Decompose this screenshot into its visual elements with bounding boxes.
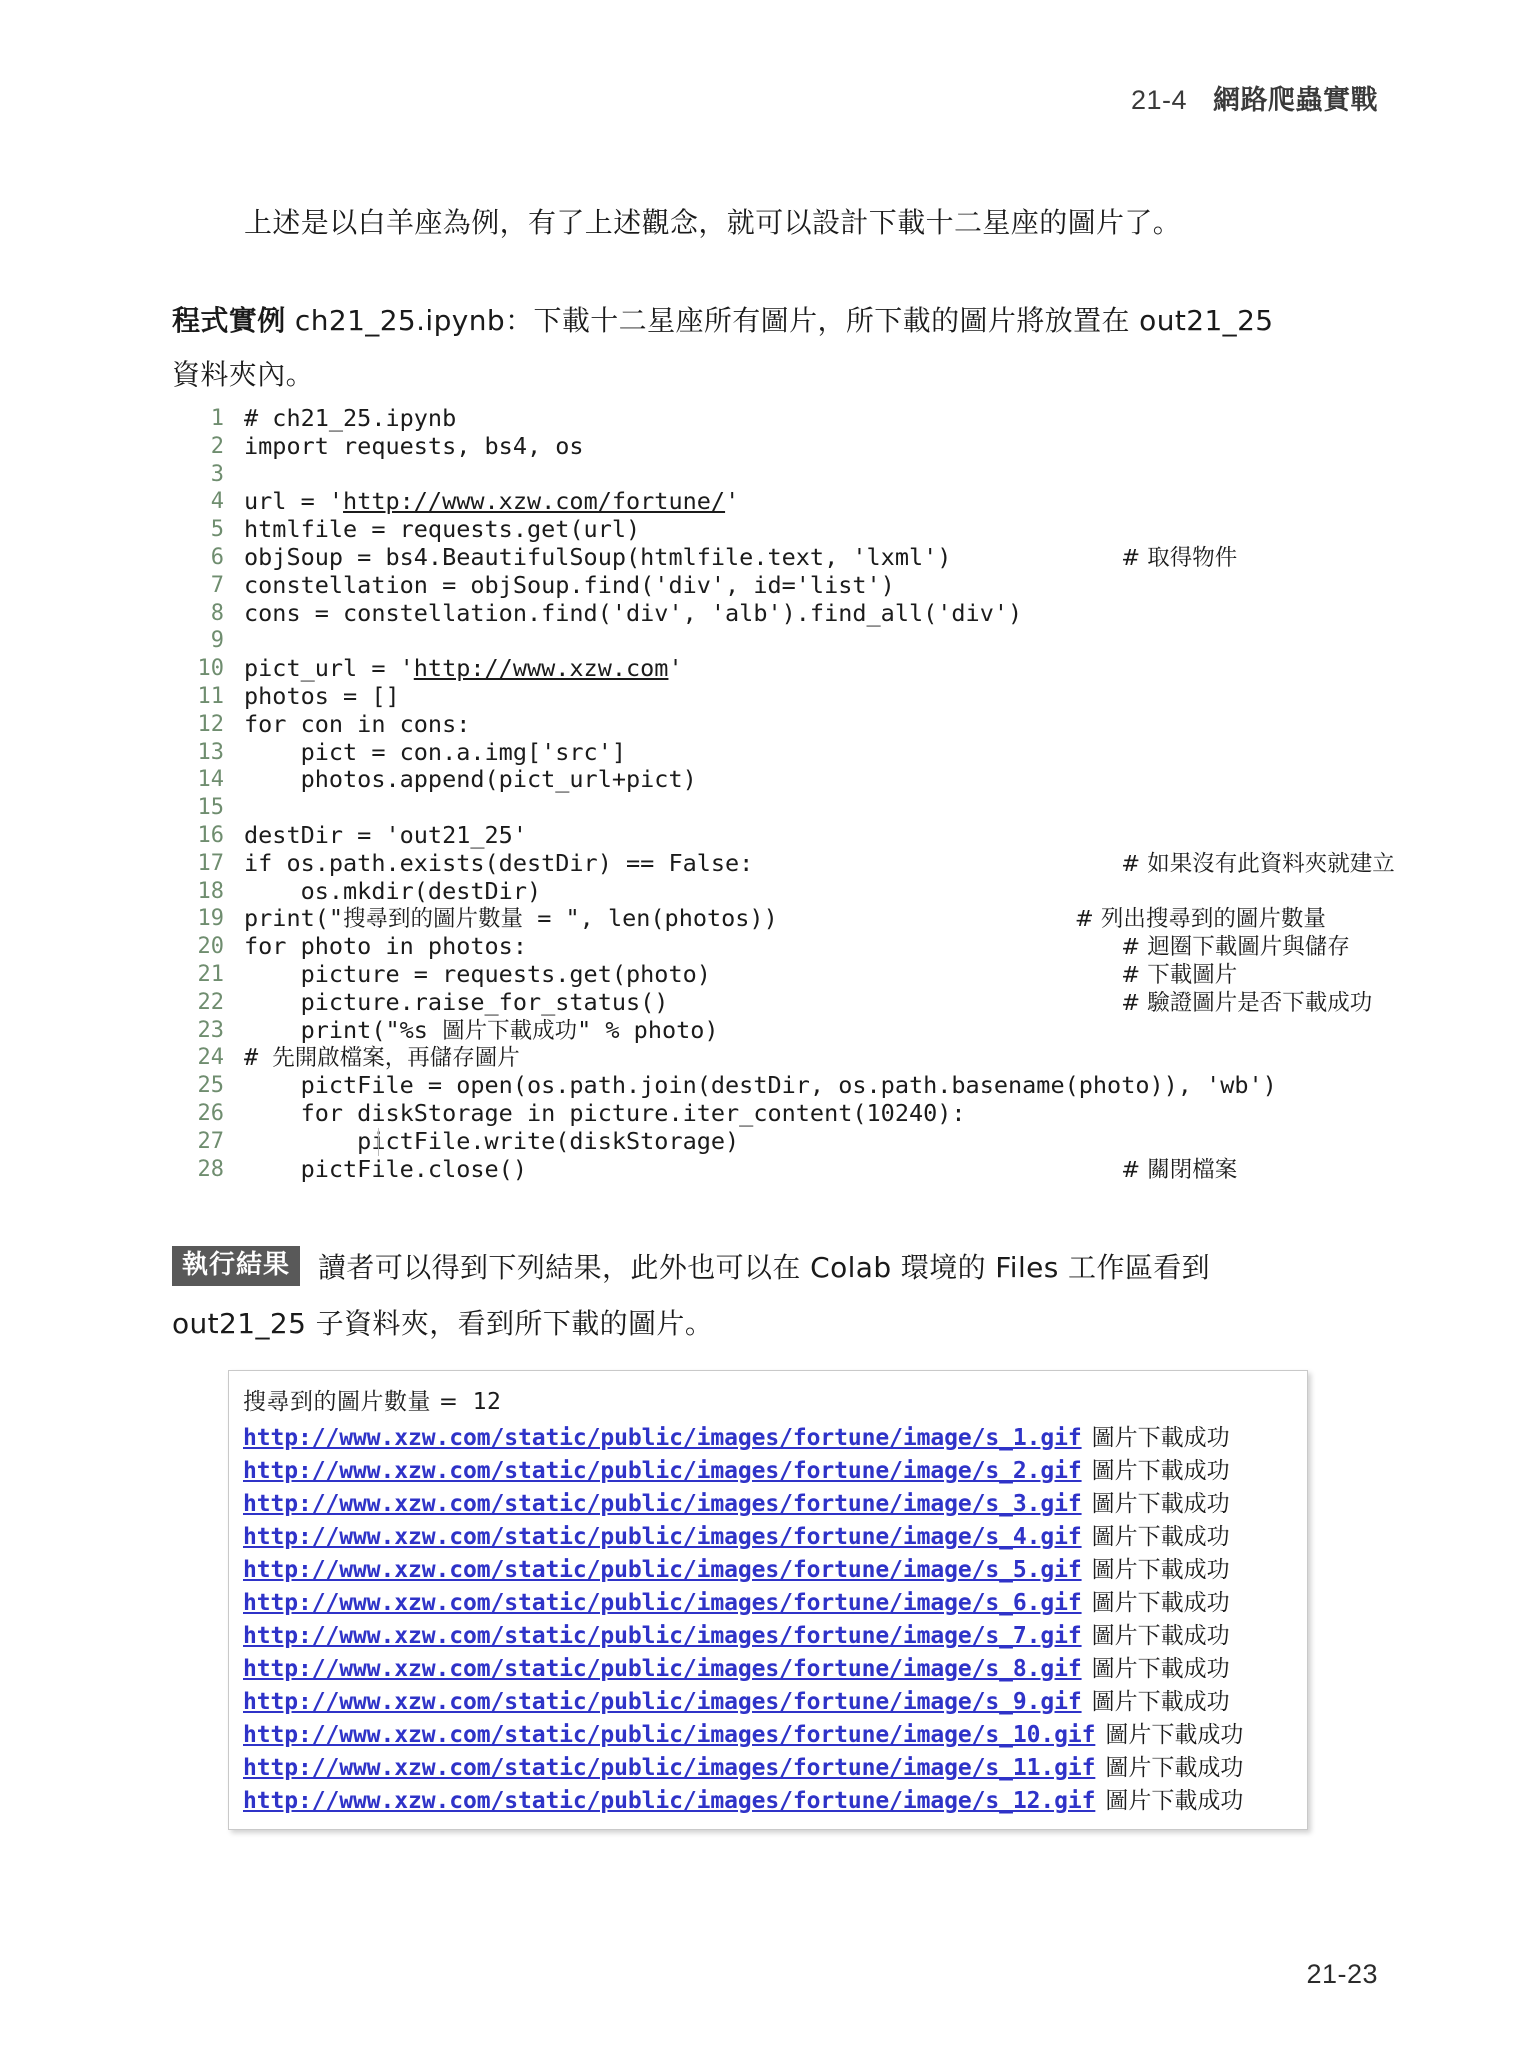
- output-url-link[interactable]: http://www.xzw.com/static/public/images/fortune/image/s_4.gif: [243, 1524, 1082, 1550]
- code-line: [178, 572, 1428, 600]
- output-success-message: 圖片下載成功: [1091, 1623, 1230, 1649]
- code-line: [178, 850, 1428, 878]
- output-console-box: [228, 1370, 1308, 1830]
- output-url-line: [243, 1749, 1293, 1782]
- output-success-message: 圖片下載成功: [1091, 1689, 1230, 1715]
- code-line-text: constellation = objSoup.find('div', id='list'): [244, 570, 895, 599]
- output-url-link[interactable]: http://www.xzw.com/static/public/images/fortune/image/s_5.gif: [243, 1557, 1082, 1583]
- code-line: [178, 516, 1428, 544]
- code-line-number: 20: [197, 934, 224, 960]
- code-line-text: pict = con.a.img['src']: [244, 737, 627, 766]
- code-line-text: url = 'http://www.xzw.com/fortune/': [244, 487, 740, 516]
- code-line-text: print("搜尋到的圖片數量 = ", len(photos)) # 列出搜尋到的圖片數量: [244, 904, 1326, 933]
- code-line-number: 26: [197, 1100, 224, 1126]
- code-line: [178, 1156, 1428, 1184]
- code-line: [178, 739, 1428, 767]
- code-line-text: import requests, bs4, os: [244, 431, 584, 460]
- code-line: [178, 878, 1428, 906]
- code-line-text: os.mkdir(destDir): [244, 876, 542, 905]
- code-line-text: # ch21_25.ipynb: [244, 404, 457, 432]
- code-line-text: for photo in photos: # 迴圈下載圖片與儲存: [244, 932, 1350, 961]
- output-success-message: 圖片下載成功: [1105, 1788, 1244, 1814]
- code-line: [178, 461, 1428, 489]
- output-url-link[interactable]: http://www.xzw.com/static/public/images/fortune/image/s_6.gif: [243, 1590, 1082, 1616]
- output-url-line: [243, 1617, 1293, 1650]
- header-section-title: 網路爬蟲實戰: [1213, 85, 1378, 116]
- code-line-text: print("%s 圖片下載成功" % photo): [244, 1015, 719, 1044]
- output-url-link[interactable]: http://www.xzw.com/static/public/images/fortune/image/s_2.gif: [243, 1458, 1082, 1484]
- code-line-number: 18: [197, 878, 224, 904]
- code-line: [178, 600, 1428, 628]
- result-line1: 讀者可以得到下列結果，此外也可以在 Colab 環境的 Files 工作區看到: [318, 1251, 1211, 1284]
- code-line: [178, 433, 1428, 461]
- code-line-number: 9: [210, 628, 224, 654]
- output-success-message: 圖片下載成功: [1091, 1425, 1230, 1451]
- code-line-text: if os.path.exists(destDir) == False: # 如果沒有此資料夾就建立: [244, 848, 1395, 877]
- code-line: [178, 711, 1428, 739]
- code-line-number: 22: [197, 989, 224, 1015]
- output-url-link[interactable]: http://www.xzw.com/static/public/images/fortune/image/s_3.gif: [243, 1491, 1082, 1517]
- output-url-line: [243, 1485, 1293, 1518]
- code-line-number: 4: [210, 489, 224, 515]
- output-success-message: 圖片下載成功: [1091, 1590, 1230, 1616]
- code-line: [178, 989, 1428, 1017]
- result-badge: 執行結果: [172, 1246, 300, 1286]
- output-success-message: 圖片下載成功: [1091, 1458, 1230, 1484]
- code-line-text: htmlfile = requests.get(url): [244, 515, 641, 544]
- indent-guide: [378, 1128, 379, 1156]
- output-count-line: [243, 1383, 1293, 1419]
- result-line2: out21_25 子資料夾，看到所下載的圖片。: [172, 1307, 714, 1340]
- code-line-text: photos.append(pict_url+pict): [244, 765, 697, 794]
- code-line-number: 2: [210, 433, 224, 459]
- output-url-link[interactable]: http://www.xzw.com/static/public/images/fortune/image/s_12.gif: [243, 1788, 1096, 1814]
- example-description: ：下載十二星座所有圖片，所下載的圖片將放置在 out21_25: [505, 304, 1274, 337]
- code-line-text: destDir = 'out21_25': [244, 820, 527, 849]
- code-line-text: picture = requests.get(photo) # 下載圖片: [244, 959, 1238, 988]
- output-url-line: [243, 1551, 1293, 1584]
- code-line-text: photos = []: [244, 681, 400, 710]
- output-success-message: 圖片下載成功: [1105, 1755, 1244, 1781]
- footer-page-number: 21-23: [1306, 1959, 1378, 1989]
- output-url-link[interactable]: http://www.xzw.com/static/public/images/fortune/image/s_7.gif: [243, 1623, 1082, 1649]
- output-success-message: 圖片下載成功: [1091, 1524, 1230, 1550]
- output-count-value: 12: [472, 1389, 502, 1415]
- code-line-number: 25: [197, 1073, 224, 1099]
- output-url-link[interactable]: http://www.xzw.com/static/public/images/fortune/image/s_11.gif: [243, 1755, 1096, 1781]
- code-line-text: for con in cons:: [244, 709, 471, 738]
- code-line-text: pictFile.close() # 關閉檔案: [244, 1154, 1238, 1183]
- code-line: [178, 405, 1428, 433]
- code-line: [178, 794, 1428, 822]
- code-line-number: 16: [197, 822, 224, 848]
- example-filename: ch21_25.ipynb: [294, 304, 506, 337]
- code-line-number: 7: [210, 572, 224, 598]
- code-line-number: 14: [197, 767, 224, 793]
- output-url-link[interactable]: http://www.xzw.com/static/public/images/fortune/image/s_10.gif: [243, 1722, 1096, 1748]
- code-line-number: 12: [197, 711, 224, 737]
- output-url-line: [243, 1683, 1293, 1716]
- intro-paragraph: 上述是以白羊座為例，有了上述觀念，就可以設計下載十二星座的圖片了。: [244, 206, 1182, 239]
- code-line: [178, 822, 1428, 850]
- output-url-link[interactable]: http://www.xzw.com/static/public/images/fortune/image/s_9.gif: [243, 1689, 1082, 1715]
- code-line: [178, 961, 1428, 989]
- code-line-number: 17: [197, 850, 224, 876]
- output-url-line: [243, 1518, 1293, 1551]
- output-url-line: [243, 1452, 1293, 1485]
- code-line: [178, 905, 1428, 933]
- code-line-text: pictFile = open(os.path.join(destDir, os.path.basename(photo)), 'wb'): [244, 1071, 1277, 1100]
- code-line-text: pict_url = 'http://www.xzw.com': [244, 654, 683, 683]
- code-line-text: cons = constellation.find('div', 'alb').find_all('div'): [244, 598, 1023, 627]
- code-line: [178, 933, 1428, 961]
- code-line: [178, 1072, 1428, 1100]
- code-line-number: 21: [197, 961, 224, 987]
- code-line-number: 23: [197, 1017, 224, 1043]
- code-line-number: 11: [197, 683, 224, 709]
- code-line: [178, 1128, 1428, 1156]
- code-line-text: picture.raise_for_status() # 驗證圖片是否下載成功: [244, 987, 1373, 1016]
- code-line-number: 19: [197, 906, 224, 932]
- output-url-line: [243, 1716, 1293, 1749]
- code-listing: [178, 405, 1428, 1183]
- output-url-line: [243, 1419, 1293, 1452]
- output-url-line: [243, 1584, 1293, 1617]
- code-line-number: 6: [210, 544, 224, 570]
- code-line-number: 15: [197, 795, 224, 821]
- code-line-number: 3: [210, 461, 224, 487]
- code-line: [178, 627, 1428, 655]
- code-line-number: 10: [197, 656, 224, 682]
- code-line: [178, 655, 1428, 683]
- code-line: [178, 1017, 1428, 1045]
- output-success-message: 圖片下載成功: [1091, 1491, 1230, 1517]
- code-line-text: pictFile.write(diskStorage): [244, 1126, 740, 1155]
- output-url-link[interactable]: http://www.xzw.com/static/public/images/fortune/image/s_8.gif: [243, 1656, 1082, 1682]
- example-description-line2: 資料夾內。: [172, 358, 315, 391]
- code-line-number: 24: [197, 1045, 224, 1071]
- code-line-number: 13: [197, 739, 224, 765]
- example-label: 程式實例: [172, 304, 286, 337]
- output-url-line: [243, 1782, 1293, 1815]
- code-line-number: 8: [210, 600, 224, 626]
- output-count-label: 搜尋到的圖片數量 =: [243, 1389, 459, 1415]
- code-line-text: for diskStorage in picture.iter_content(10240):: [244, 1098, 966, 1127]
- example-heading: [172, 294, 1382, 402]
- code-line-number: 1: [210, 406, 224, 431]
- code-line-number: 28: [197, 1156, 224, 1182]
- code-line-text: # 先開啟檔案，再儲存圖片: [244, 1043, 520, 1072]
- code-line-text: objSoup = bs4.BeautifulSoup(htmlfile.text, 'lxml') # 取得物件: [244, 542, 1238, 571]
- output-url-line: [243, 1650, 1293, 1683]
- output-success-message: 圖片下載成功: [1091, 1656, 1230, 1682]
- code-line: [178, 544, 1428, 572]
- code-line: [178, 1100, 1428, 1128]
- output-success-message: 圖片下載成功: [1091, 1557, 1230, 1583]
- code-line-number: 5: [210, 517, 224, 543]
- code-line-number: 27: [197, 1128, 224, 1154]
- code-line: [178, 488, 1428, 516]
- header-section-number: 21-4: [1130, 85, 1187, 115]
- output-url-link[interactable]: http://www.xzw.com/static/public/images/fortune/image/s_1.gif: [243, 1425, 1082, 1451]
- code-line: [178, 1044, 1428, 1072]
- code-line: [178, 683, 1428, 711]
- output-success-message: 圖片下載成功: [1105, 1722, 1244, 1748]
- code-line: [178, 766, 1428, 794]
- running-header: [1131, 78, 1378, 117]
- result-section: [172, 1240, 1392, 1352]
